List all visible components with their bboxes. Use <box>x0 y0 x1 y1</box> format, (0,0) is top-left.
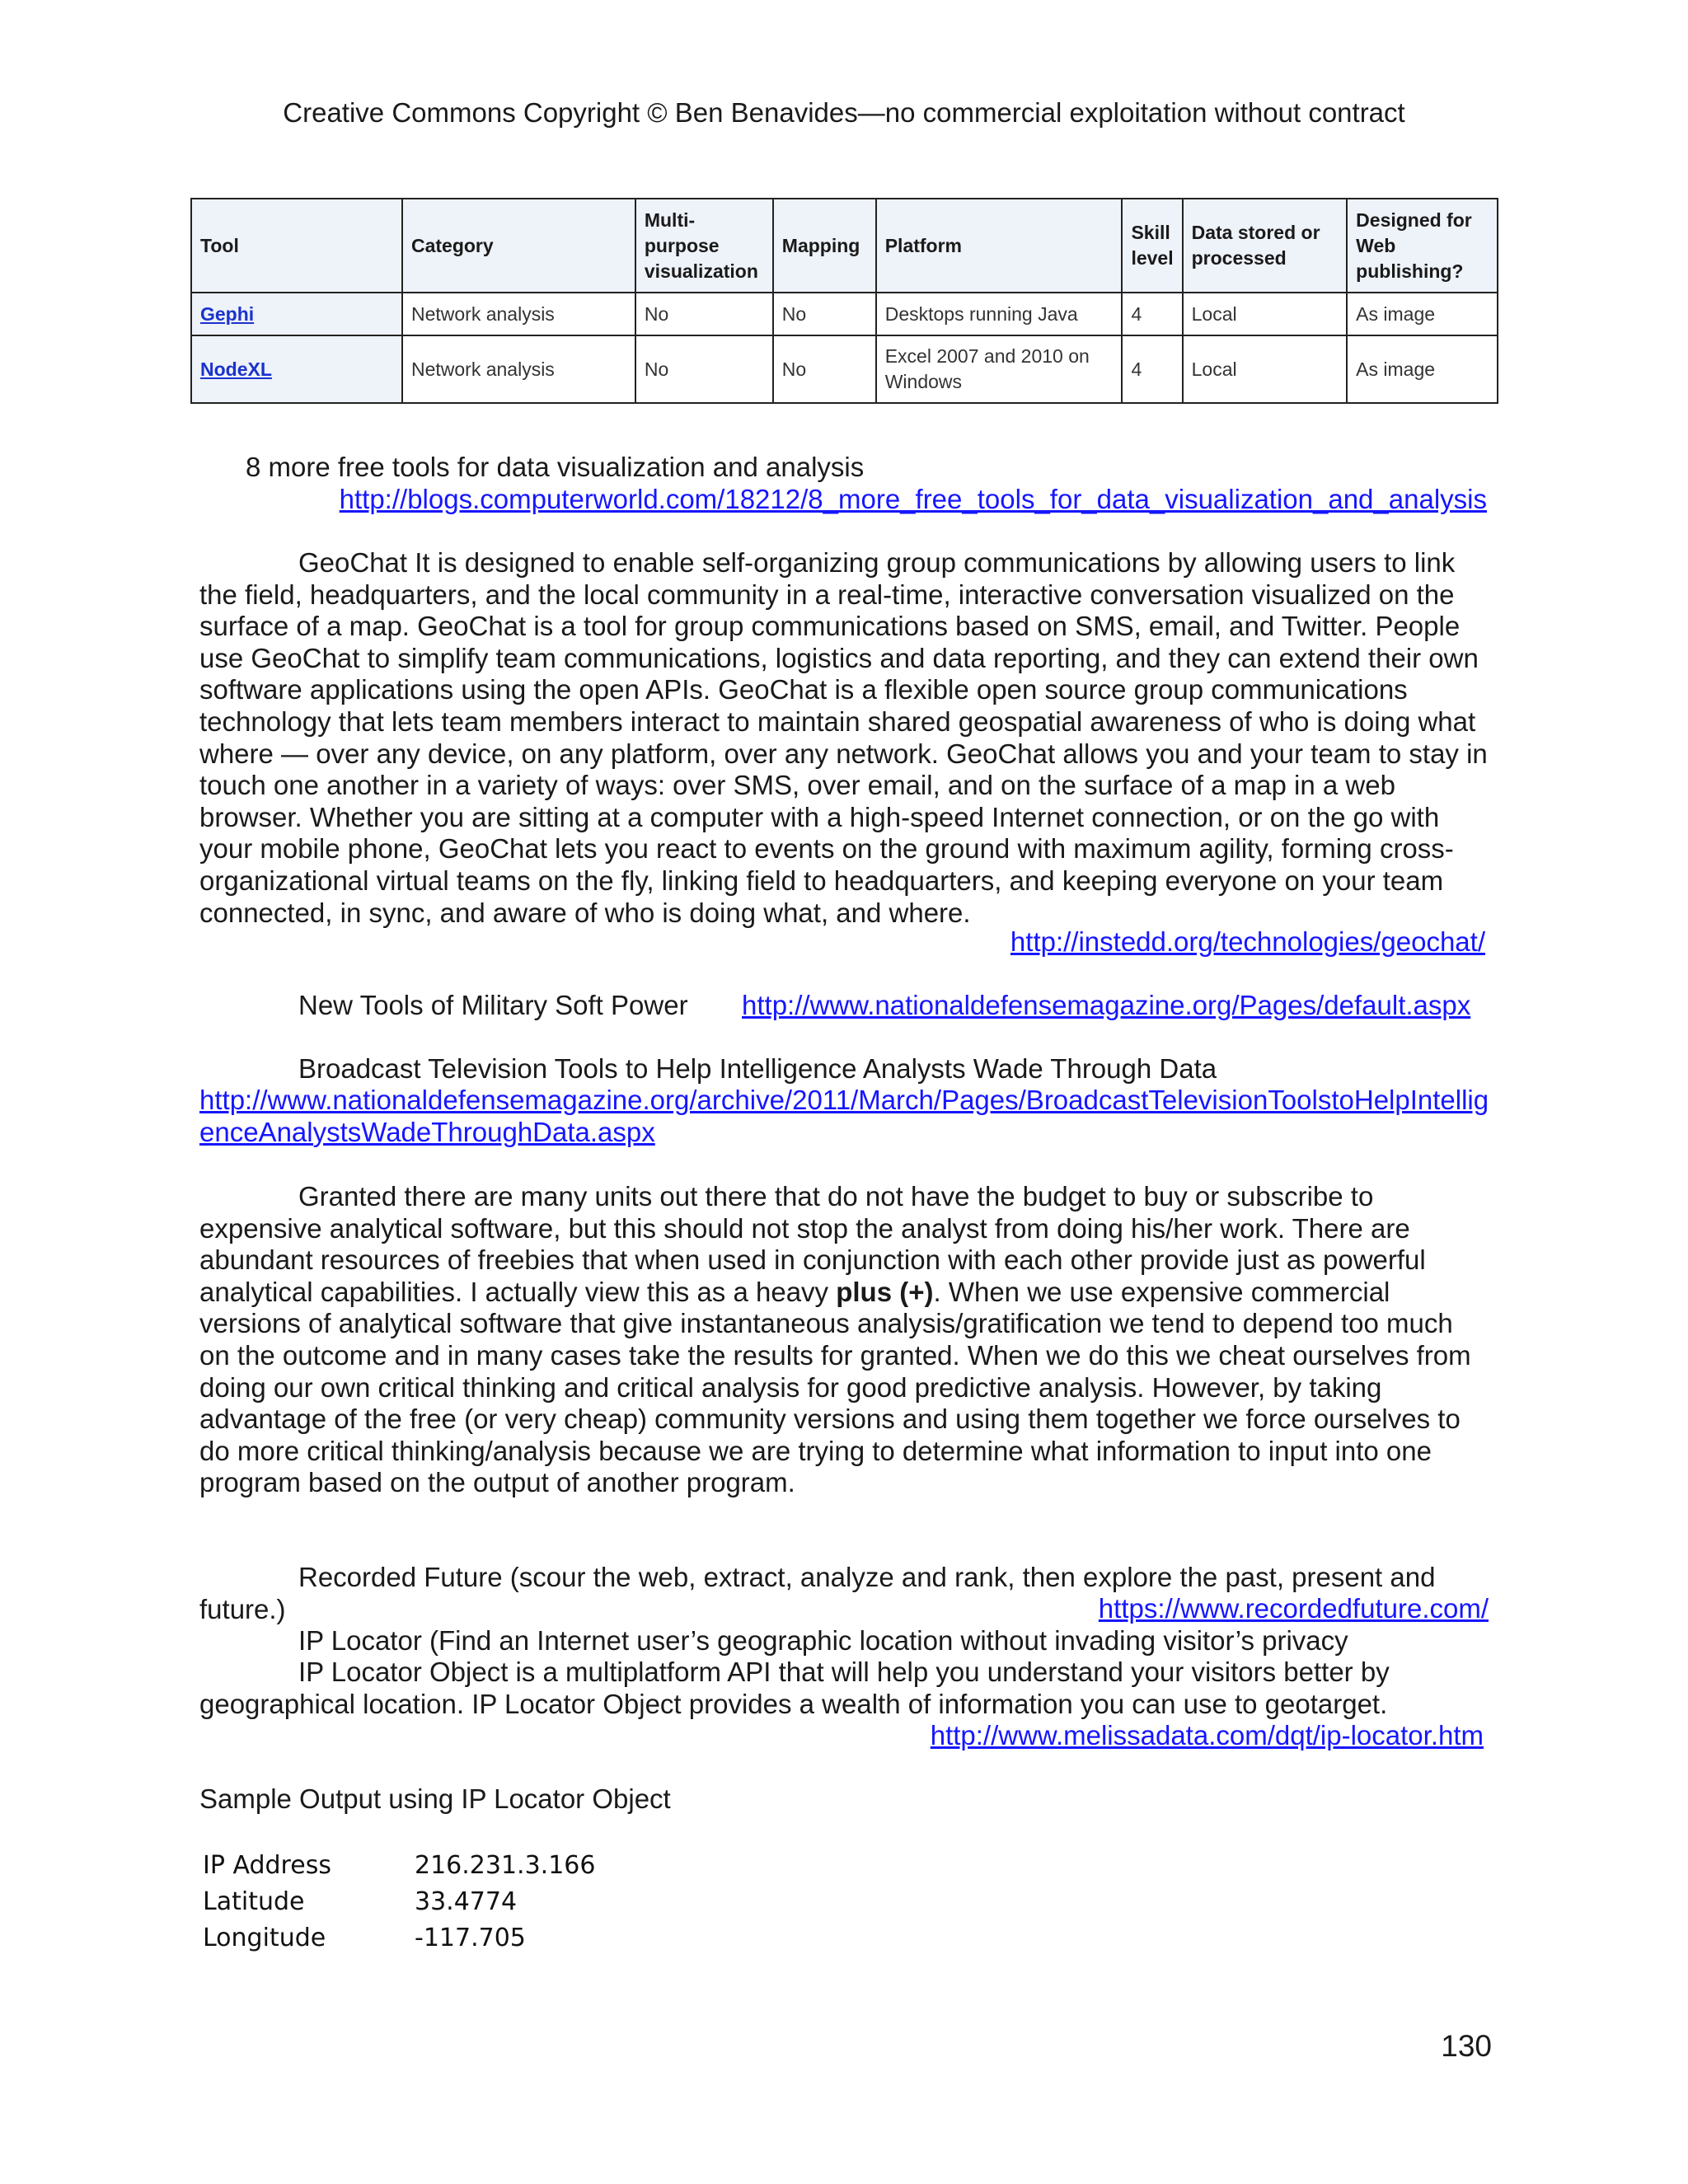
table-cell: As image <box>1347 293 1498 335</box>
recorded-future-text: Recorded Future (scour the web, extract, analyze and rank, then explore the past, present and future.) <box>199 1562 1436 1624</box>
ip-key: Latitude <box>203 1887 305 1916</box>
table-header-cell: Designed for Web publishing? <box>1347 199 1498 293</box>
recorded-future-link[interactable]: https://www.recordedfuture.com/ <box>1098 1593 1489 1624</box>
table-cell: 4 <box>1122 335 1182 403</box>
table-cell: Local <box>1183 335 1348 403</box>
table-header-cell: Tool <box>191 199 402 293</box>
page-number: 130 <box>1441 2029 1492 2063</box>
table-cell: Local <box>1183 293 1348 335</box>
geochat-paragraph <box>199 547 1489 929</box>
free-tools-url-line <box>199 484 1487 516</box>
ip-locator-paragraph <box>199 1657 1489 1720</box>
table-cell <box>191 293 402 335</box>
copyright-header: Creative Commons Copyright © Ben Benavides—no commercial exploitation without contract <box>283 97 1405 128</box>
table-row <box>203 1884 595 1920</box>
ip-locator-link[interactable]: http://www.melissadata.com/dqt/ip-locator.htm <box>930 1720 1484 1750</box>
table-cell: Network analysis <box>402 293 635 335</box>
table-header-cell: Mapping <box>773 199 876 293</box>
table-row <box>203 1920 595 1957</box>
broadcast-url-line <box>199 1085 1492 1148</box>
table-cell: Desktops running Java <box>876 293 1123 335</box>
ip-value: 33.4774 <box>415 1887 518 1916</box>
table-cell: No <box>773 335 876 403</box>
geochat-url-line <box>199 926 1485 958</box>
table-header-cell: Data stored or processed <box>1183 199 1348 293</box>
tools-table <box>190 198 1498 404</box>
broadcast-link[interactable]: http://www.nationaldefensemagazine.org/archive/2011/March/Pages/BroadcastTelevisionToolstoHelpIntelligenceAnalystsWadeThroughData.aspx <box>199 1085 1489 1147</box>
sample-output-title: Sample Output using IP Locator Object <box>199 1783 671 1814</box>
recorded-future-url-line <box>1071 1593 1489 1625</box>
section-title-free-tools: 8 more free tools for data visualization and analysis <box>246 452 865 482</box>
table-row <box>191 335 1498 403</box>
ip-locator-line1: IP Locator (Find an Internet user’s geographic location without invading visitor’s privacy <box>298 1625 1348 1656</box>
table-header-row <box>191 199 1498 293</box>
free-tools-link[interactable]: http://blogs.computerworld.com/18212/8_more_free_tools_for_data_visualization_and_analysis <box>339 484 1487 514</box>
table-cell: Excel 2007 and 2010 on Windows <box>876 335 1123 403</box>
ip-locator-url-line <box>199 1720 1484 1752</box>
table-row <box>191 293 1498 335</box>
table-header-cell: Category <box>402 199 635 293</box>
table-cell <box>191 335 402 403</box>
ip-key: IP Address <box>203 1851 331 1880</box>
ip-locator-text: IP Locator Object is a multiplatform API that will help you understand your visitors better by geographical location. IP Locator Object provides a wealth of information you can use to geotarget. <box>199 1657 1390 1719</box>
gephi-link[interactable]: Gephi <box>200 302 255 325</box>
geochat-link[interactable]: http://instedd.org/technologies/geochat/ <box>1010 926 1485 957</box>
ip-value: -117.705 <box>415 1924 526 1952</box>
table-cell: No <box>635 293 773 335</box>
military-link[interactable]: http://www.nationaldefensemagazine.org/Pages/default.aspx <box>742 990 1471 1020</box>
table-cell: As image <box>1347 335 1498 403</box>
table-header-cell: Platform <box>876 199 1123 293</box>
table-header-cell: Multi-purpose visualization <box>635 199 773 293</box>
table-cell: Network analysis <box>402 335 635 403</box>
table-cell: No <box>635 335 773 403</box>
ip-sample-table <box>203 1848 595 1957</box>
ip-key: Longitude <box>203 1924 326 1952</box>
geochat-text: GeoChat It is designed to enable self-organizing group communications by allowing users to link the field, headquarters, and the local community in a real-time, interactive conversation visualized on the surface of a map. GeoChat is a tool for group communications based on SMS, email, and Twitter. People use GeoChat to simplify team communications, logistics and data reporting, and they can extend their own software applications using the open APIs. GeoChat is a flexible open source group communications technology that lets team members interact to maintain shared geospatial awareness of who is doing what where — over any device, on any platform, over any network. GeoChat allows you and your team to stay in touch one another in a variety of ways: over SMS, over email, and on the surface of a map in a web browser. Whether you are sitting at a computer with a high-speed Internet connection, or on the go with your mobile phone, GeoChat lets you react to events on the ground with maximum agility, forming cross-organizational virtual teams on the fly, linking field to headquarters, and keeping everyone on your team connected, in sync, and aware of who is doing what, and where. <box>199 547 1488 928</box>
granted-text-before: Granted there are many units out there that do not have the budget to buy or subscribe to expensive analytical software, but this should not stop the analyst from doing his/her work. There are abundant resources of freebies that when used in conjunction with each other provide just as powerful analytical capabilities. I actually view this as a heavy <box>199 1181 1426 1307</box>
table-header-cell: Skill level <box>1122 199 1182 293</box>
table-row <box>203 1848 595 1884</box>
table-cell: No <box>773 293 876 335</box>
granted-paragraph <box>199 1181 1489 1499</box>
military-url-line <box>742 990 1470 1022</box>
ip-value: 216.231.3.166 <box>415 1851 596 1880</box>
plus-emphasis: plus (+) <box>836 1276 934 1307</box>
military-title: New Tools of Military Soft Power <box>298 990 688 1020</box>
table-cell: 4 <box>1122 293 1182 335</box>
granted-text-after: . When we use expensive commercial versions of analytical software that give instantaneous analysis/gratification we tend to depend too much on the outcome and in many cases take the results for granted. When we do this we cheat ourselves from doing our own critical thinking and critical analysis for good predictive analysis. However, by taking advantage of the free (or very cheap) community versions and using them together we force ourselves to do more critical thinking/analysis because we are trying to determine what information to input into one program based on the output of another program. <box>199 1276 1471 1498</box>
broadcast-title: Broadcast Television Tools to Help Intelligence Analysts Wade Through Data <box>298 1053 1217 1084</box>
nodexl-link[interactable]: NodeXL <box>200 358 272 380</box>
